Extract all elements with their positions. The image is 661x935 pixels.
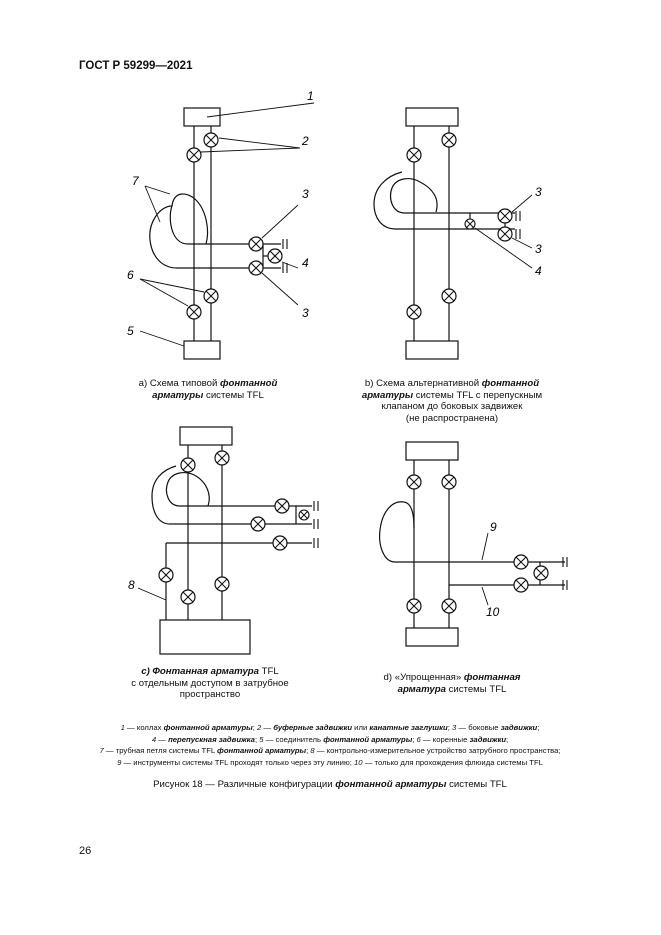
swab-valve-icon [187, 148, 201, 162]
callout-1: 1 [307, 89, 314, 103]
master-valve-icon [204, 289, 218, 303]
callout-3: 3 [302, 306, 309, 320]
diagram-a-leaders [140, 103, 314, 346]
diagram-c-valves [159, 451, 318, 604]
document-standard-number: ГОСТ Р 59299—2021 [79, 60, 193, 72]
callout-4: 4 [302, 256, 309, 270]
legend-row: 9 — инструменты системы TFL проходят только через эту линию; 10 — только для прохождения флюида системы TFL [117, 757, 543, 767]
page-number: 26 [79, 845, 92, 857]
figure-caption: Рисунок 18 — Различные конфигурации фонтанной арматуры системы TFL [153, 779, 507, 790]
callout-2: 2 [302, 134, 309, 148]
diagram-b-valves [407, 133, 520, 319]
tree-connector-box [184, 341, 220, 359]
callout-5: 5 [127, 324, 134, 338]
wing-valve-icon [249, 237, 263, 251]
caption-c: c) Фонтанная арматура TFL с отдельным доступом в затрубное пространство [131, 666, 289, 700]
caption-d: d) «Упрощенная» фонтанная арматура системы TFL [383, 672, 521, 695]
legend-row: 1 — коллах фонтанной арматуры; 2 — буферные задвижки или канатные заглушки; 3 — боковые задвижки; [120, 723, 540, 732]
crossover-valve-icon [465, 219, 475, 229]
callout-3: 3 [535, 242, 542, 256]
callout-9: 9 [490, 520, 497, 534]
caption-a: a) Схема типовой фонтанной арматуры системы TFL [138, 378, 278, 401]
crossover-valve-icon [268, 249, 282, 263]
legend-row: 7 — трубная петля системы TFL фонтанной арматуры; 8 — контрольно-измерительное устройство затрубного пространства; [99, 746, 561, 755]
master-valve-icon [187, 305, 201, 319]
diagram-d [380, 442, 565, 646]
line-cap-icon [283, 239, 287, 249]
diagram-d-valves [407, 475, 567, 613]
swab-valve-icon [204, 133, 218, 147]
diagram-a-valves [187, 133, 287, 319]
wing-valve-icon [498, 209, 512, 223]
wing-valve-icon [249, 261, 263, 275]
tree-cap-box [184, 108, 220, 126]
wing-valve-icon [498, 227, 512, 241]
callout-8: 8 [128, 578, 135, 592]
diagram-c [152, 427, 312, 654]
legend-row: 4 — перепускная задвижка; 5 — соединитель фонтанной арматуры; 6 — коренные задвижки; [151, 734, 509, 744]
annulus-valve-icon [273, 536, 287, 550]
figure-legend [30, 722, 630, 768]
callout-4: 4 [535, 264, 542, 278]
callout-3: 3 [535, 185, 542, 199]
callout-3: 3 [302, 187, 309, 201]
caption-b: b) Схема альтернативной фонтанной арматуры системы TFL с перепускным клапаном до боковых задвижек (не распространена) [361, 378, 543, 424]
callout-10: 10 [486, 605, 500, 619]
line-cap-icon [283, 263, 287, 273]
callout-7: 7 [132, 174, 139, 188]
callout-6: 6 [127, 268, 134, 282]
